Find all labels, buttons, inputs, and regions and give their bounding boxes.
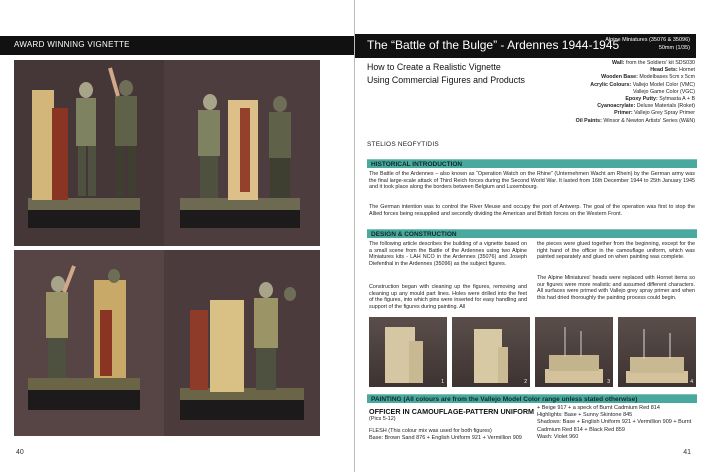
materials-item: Primer: Vallejo Grey Spray Primer (614, 110, 695, 117)
flesh-line-1: FLESH (This colour mix was used for both figures) (369, 428, 492, 434)
materials-item: Oil Paints: Winsor & Newton Artists' Series (W&N) (575, 117, 695, 124)
article-title: The “Battle of the Bulge” - Ardennes 1944-1945 (367, 38, 620, 52)
left-page-number: 40 (16, 449, 24, 456)
materials-list (535, 60, 695, 125)
right-page-number: 41 (683, 449, 691, 456)
design-col1-paragraph-1: The following article describes the building of a vignette based on a small scene from the Battle of the Ardennes using two Alpine Miniatures kits - LAH NCO in the Ardennes (35076) and Joseph Diefenthal in the Ardennes (35096) as the subject figures. (369, 241, 527, 268)
award-banner-text: AWARD WINNING VIGNETTE (14, 40, 130, 49)
step-photo-number: 1 (441, 379, 444, 385)
materials-item: Wooden Base: Modelbases 5cm x 5cm (601, 74, 695, 81)
materials-item: Cyanoacrylate: Deluxe Materials (Roket) (597, 103, 695, 110)
step-photos (369, 317, 695, 387)
flesh-block (369, 428, 529, 442)
subtitle-line1: How to Create a Realistic Vignette (367, 62, 501, 72)
design-col2-paragraph-1: the pieces were glued together from the beginning, except for the right hand of the officer in the camouflage uniform, which was painted separately and glued on when painting was complete. (537, 241, 695, 261)
step-photo-art (452, 317, 530, 387)
vignette-photo-top (14, 60, 320, 246)
paint-line-2: Highlights: Base + Sunny Skintone 845 (537, 412, 633, 419)
vignette-photo-bottom (14, 250, 320, 436)
award-banner (0, 36, 354, 55)
flesh-line-2: Base: Brown Sand 876 + English Uniform 921 + Vermillion 909 (369, 434, 522, 441)
step-photo (369, 317, 447, 387)
title-banner (355, 34, 696, 58)
materials-item: Vallejo Game Color (VGC) (632, 88, 695, 95)
step-photo (452, 317, 530, 387)
paint-recipe-block (537, 405, 697, 441)
step-photo-art (369, 317, 447, 387)
section-heading-text: PAINTING (All colours are from the Vallejo Model Color range unless stated otherwise) (371, 396, 638, 403)
article-subtitle (367, 61, 525, 87)
section-heading-text: DESIGN & CONSTRUCTION (371, 231, 457, 238)
kit-info-line2: 50mm (1/35) (658, 45, 690, 51)
design-col2-paragraph-2: The Alpine Miniatures' heads were replaced with Hornet items so our figures were more realistic and assumed different characters. All surfaces were primed with Vallejo grey spray primer and when this had dried thoroughly the painting process could begin. (537, 275, 695, 302)
kit-info-line1: Alpine Miniatures (35076 & 35096) (605, 37, 690, 43)
section-heading-design (367, 229, 697, 238)
left-page (0, 0, 354, 472)
officer-pics-ref: (Pics 5-12) (369, 416, 396, 422)
step-photo-art (535, 317, 613, 387)
materials-item: Head Sets: Hornet (650, 67, 695, 74)
paint-line-4: Wash: Violet 960 (537, 433, 579, 440)
section-heading-history (367, 159, 697, 168)
right-page (355, 0, 709, 472)
vignette-photo-bottom-art (14, 250, 320, 436)
step-photo (618, 317, 696, 387)
step-photo-number: 2 (524, 379, 527, 385)
step-photo-number: 4 (690, 379, 693, 385)
vignette-photo-top-art (14, 60, 320, 246)
paint-line-1: + Beige 917 + a speck of Burnt Cadmium Red 814 (537, 405, 660, 411)
paint-line-3: Shadows: Base + English Uniform 921 + Vermillion 909 + Burnt Cadmium Red 814 + Black Red 859 (537, 419, 692, 433)
step-photo (535, 317, 613, 387)
section-heading-text: HISTORICAL INTRODUCTION (371, 161, 463, 168)
history-paragraph-1: The Battle of the Ardennes – also known as “Operation Watch on the Rhine” (Unternehmen Wacht am Rhein) by the German army was the final large-scale attack of Third Reich forces during the Second World War. It lasted from 16th December 1944 to 25th January 1945 and it took place along the borders between Belgium and Luxembourg. (369, 171, 695, 191)
step-photo-art (618, 317, 696, 387)
subtitle-line2: Using Commercial Figures and Products (367, 75, 525, 85)
materials-item: Acrylic Colours: Vallejo Model Color (VMC) (590, 81, 695, 88)
step-photo-number: 3 (607, 379, 610, 385)
history-paragraph-2: The German intention was to control the River Meuse and occupy the port of Antwerp. The goal of the operation was first to stop the Allied forces being resupplied and secondly dividing the American and British forces on the Western Front. (369, 204, 695, 217)
section-heading-painting (367, 394, 697, 403)
materials-item: Epoxy Putty: Sylmasta A + B (625, 96, 695, 103)
author-name: STELIOS NEOFYTIDIS (367, 141, 439, 148)
design-col1-paragraph-2: Construction began with cleaning up the figures, removing and cleaning up any mould part lines. Holes were drilled into the feet of the figures, into which pins were inserted for easy handling and support of the figures during painting. All (369, 284, 527, 311)
officer-heading: OFFICER IN CAMOUFLAGE-PATTERN UNIFORM (369, 407, 535, 416)
kit-info (605, 36, 690, 52)
materials-item: Wall: from the Soldiers' kit SDS030 (612, 60, 695, 66)
